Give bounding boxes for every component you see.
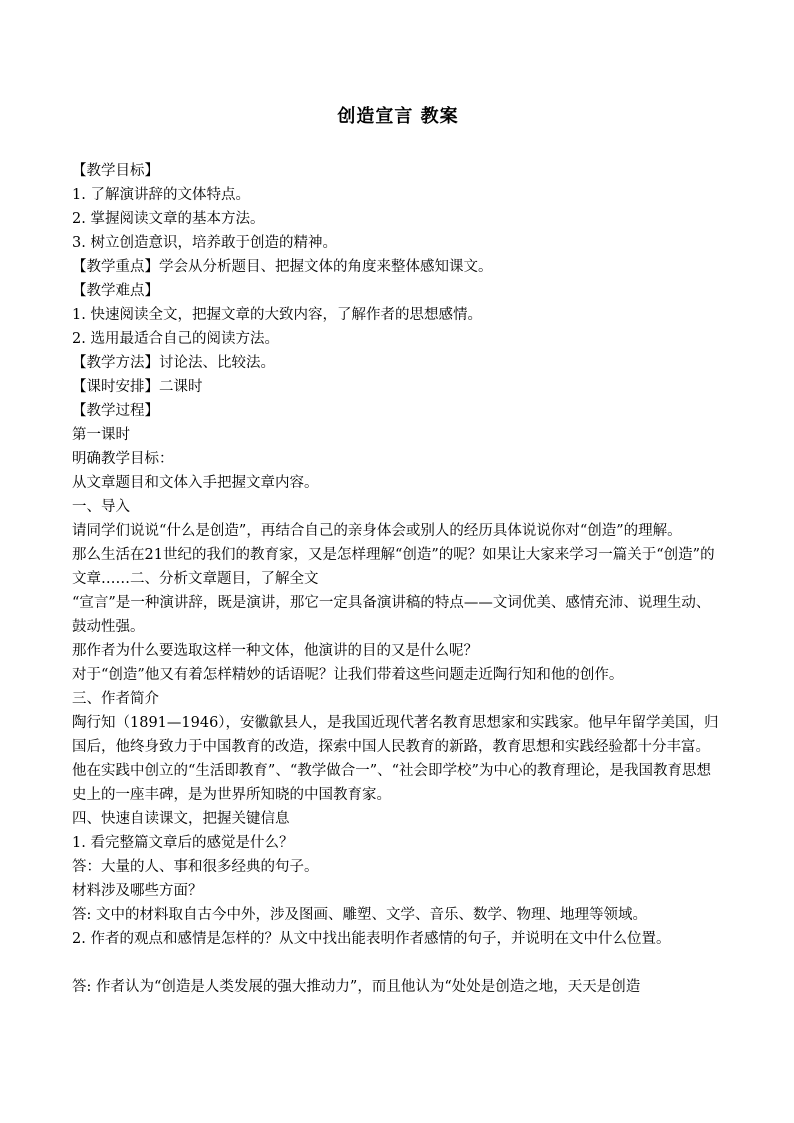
- list-item: 3. 树立创造意识，培养敢于创造的精神。: [72, 235, 337, 251]
- section-heading-process: 【教学过程】: [72, 403, 159, 419]
- text-paragraph: 请同学们说说“什么是创造”，再结合自己的亲身体会或别人的经历具体说说你对“创造”的理解。: [72, 523, 682, 539]
- section-heading-intro: 一、导入: [72, 499, 130, 515]
- text-paragraph: 对于“创造”他又有着怎样精妙的话语呢？让我们带着这些问题走近陶行知和他的创作。: [72, 667, 624, 683]
- question: 1. 看完整篇文章后的感觉是什么？: [72, 835, 294, 851]
- question: 材料涉及哪些方面？: [72, 883, 203, 899]
- answer: 答：大量的人、事和很多经典的句子。: [72, 859, 319, 875]
- text-paragraph: 从文章题目和文体入手把握文章内容。: [72, 475, 319, 491]
- text-paragraph: 那作者为什么要选取这样一种文体，他演讲的目的又是什么呢？: [72, 643, 478, 659]
- section-heading-goals: 【教学目标】: [72, 163, 159, 179]
- text-paragraph: “宣言”是一种演讲辞，既是演讲，那它一定具备演讲稿的特点——文词优美、感情充沛、说理生动、鼓动性强。: [72, 595, 711, 635]
- answer: 答: 作者认为“创造是人类发展的强大推动力”，而且他认为“处处是创造之地，天天是创造: [72, 979, 641, 995]
- section-heading-schedule: 【课时安排】二课时: [72, 379, 203, 395]
- list-item: 1. 了解演讲辞的文体特点。: [72, 187, 250, 203]
- text-paragraph: 那么生活在21世纪的我们的教育家，又是怎样理解“创造”的呢？如果让大家来学习一篇关于“创造”的文章……二、分析文章题目，了解全文: [72, 547, 715, 587]
- lesson-label: 第一课时: [72, 427, 130, 443]
- document-page: [72, 103, 724, 999]
- list-item: 1. 快速阅读全文，把握文章的大致内容，了解作者的思想感情。: [72, 307, 482, 323]
- document-title: 创造宣言 教案: [337, 106, 459, 127]
- section-heading-author: 三、作者简介: [72, 691, 159, 707]
- text-paragraph: 明确教学目标：: [72, 451, 174, 467]
- text-paragraph: 陶行知（1891—1946），安徽歙县人，是我国近现代著名教育思想家和实践家。他早年留学美国，归国后，他终身致力于中国教育的改造，探索中国人民教育的新路，教育思想和实践经验都十分丰富。他在实践中创立的“生活即教育”、“教学做合一”、“社会即学校”为中心的教育理论，是我国教育思想史上的一座丰碑，是为世界所知晓的中国教育家。: [72, 715, 719, 803]
- blank-line: [72, 951, 724, 975]
- list-item: 2. 掌握阅读文章的基本方法。: [72, 211, 265, 227]
- answer: 答: 文中的材料取自古今中外，涉及图画、雕塑、文学、音乐、数学、物理、地理等领域。: [72, 907, 647, 923]
- list-item: 2. 选用最适合自己的阅读方法。: [72, 331, 279, 347]
- question: 2. 作者的观点和感情是怎样的？从文中找出能表明作者感情的句子，并说明在文中什么位置。: [72, 931, 671, 947]
- section-heading-difficulty: 【教学难点】: [72, 283, 159, 299]
- section-heading-reading: 四、快速自读课文，把握关键信息: [72, 811, 290, 827]
- section-heading-focus: 【教学重点】学会从分析题目、把握文体的角度来整体感知课文。: [72, 259, 493, 275]
- section-heading-methods: 【教学方法】讨论法、比较法。: [72, 355, 275, 371]
